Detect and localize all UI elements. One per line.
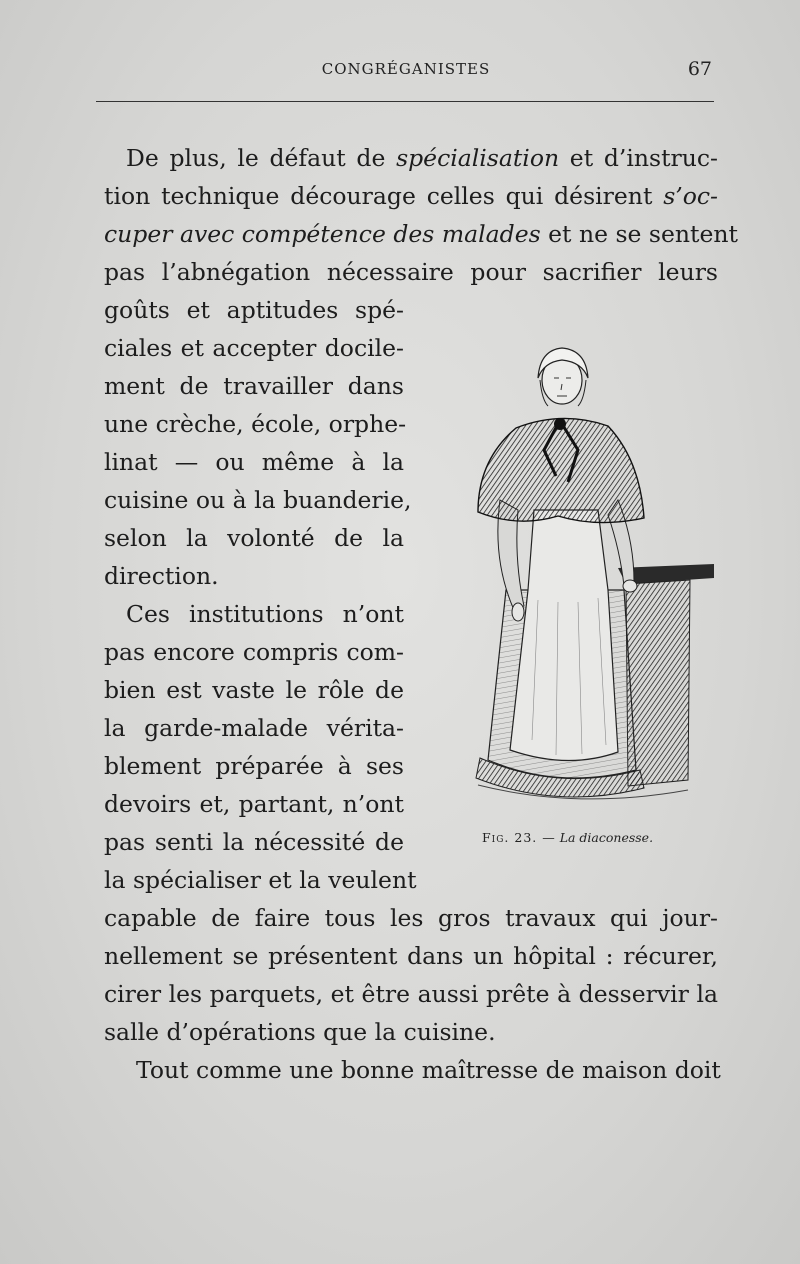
running-title: CONGRÉGANISTES [321,60,491,78]
text-run: ment de travailler dans [104,372,404,400]
text-line [104,561,404,591]
text-run: une crèche, école, orphe- [104,410,407,438]
text-run: direction. [104,562,219,590]
text-run: pas encore compris com- [104,638,404,666]
italic-run: s’oc- [663,182,718,210]
text-line [104,257,718,287]
text-line [104,143,718,173]
running-head [96,58,716,88]
figure-caption [482,830,653,845]
engraving-figure [458,340,718,820]
text-run: Ces institutions n’ont [126,600,404,628]
text-run: pas l’abnégation nécessaire pour sacrifier leurs [104,258,718,286]
text-run: et d’instruc- [559,144,718,172]
text-line [104,333,404,363]
text-line [104,295,404,325]
text-run: linat — ou même à la [104,448,404,476]
text-line [104,409,407,439]
text-line [104,751,404,781]
text-line [104,447,404,477]
text-run: goûts et aptitudes spé- [104,296,404,324]
text-run: capable de faire tous les gros travaux qui jour- [104,904,718,932]
header-rule [96,101,714,102]
text-line [104,181,718,211]
text-run: Tout comme une bonne maîtresse de maison doit [136,1056,721,1084]
text-line [104,219,738,249]
italic-run: spécialisation [396,144,560,172]
text-line [104,865,417,895]
text-run: tion technique décourage celles qui désirent [104,182,664,210]
figure-label: Fig. 23. — [482,830,556,845]
text-line [104,789,404,819]
text-run: ciales et accepter docile- [104,334,404,362]
text-line [104,1055,721,1085]
text-line [104,599,404,629]
text-line [104,979,718,1009]
text-run: cirer les parquets, et être aussi prête à desservir la [104,980,718,1008]
text-line [104,903,718,933]
text-run: cuisine ou à la buanderie, [104,486,412,514]
text-run: et ne se sentent [540,220,738,248]
text-line [104,713,404,743]
italic-run: cuper avec compétence des malades [104,220,541,248]
text-run: salle d’opérations que la cuisine. [104,1018,496,1046]
text-run: selon la volonté de la [104,524,404,552]
text-run: De plus, le défaut de [126,144,397,172]
text-run: blement préparée à ses [104,752,404,780]
text-line [104,675,404,705]
text-line [104,1017,718,1047]
figure-title: La diaconesse. [559,830,654,845]
text-line [104,827,404,857]
text-line [104,637,404,667]
deaconess-illustration [458,340,718,820]
text-line [104,941,718,971]
text-run: devoirs et, partant, n’ont [104,790,404,818]
text-run: pas senti la nécessité de [104,828,404,856]
text-line [104,371,404,401]
text-run: nellement se présentent dans un hôpital : récurer, [104,942,718,970]
text-run: la spécialiser et la veulent [104,866,417,894]
page-number: 67 [687,58,712,80]
text-run: bien est vaste le rôle de [104,676,404,704]
text-line [104,485,412,515]
text-run: la garde-malade vérita- [104,714,404,742]
text-line [104,523,404,553]
